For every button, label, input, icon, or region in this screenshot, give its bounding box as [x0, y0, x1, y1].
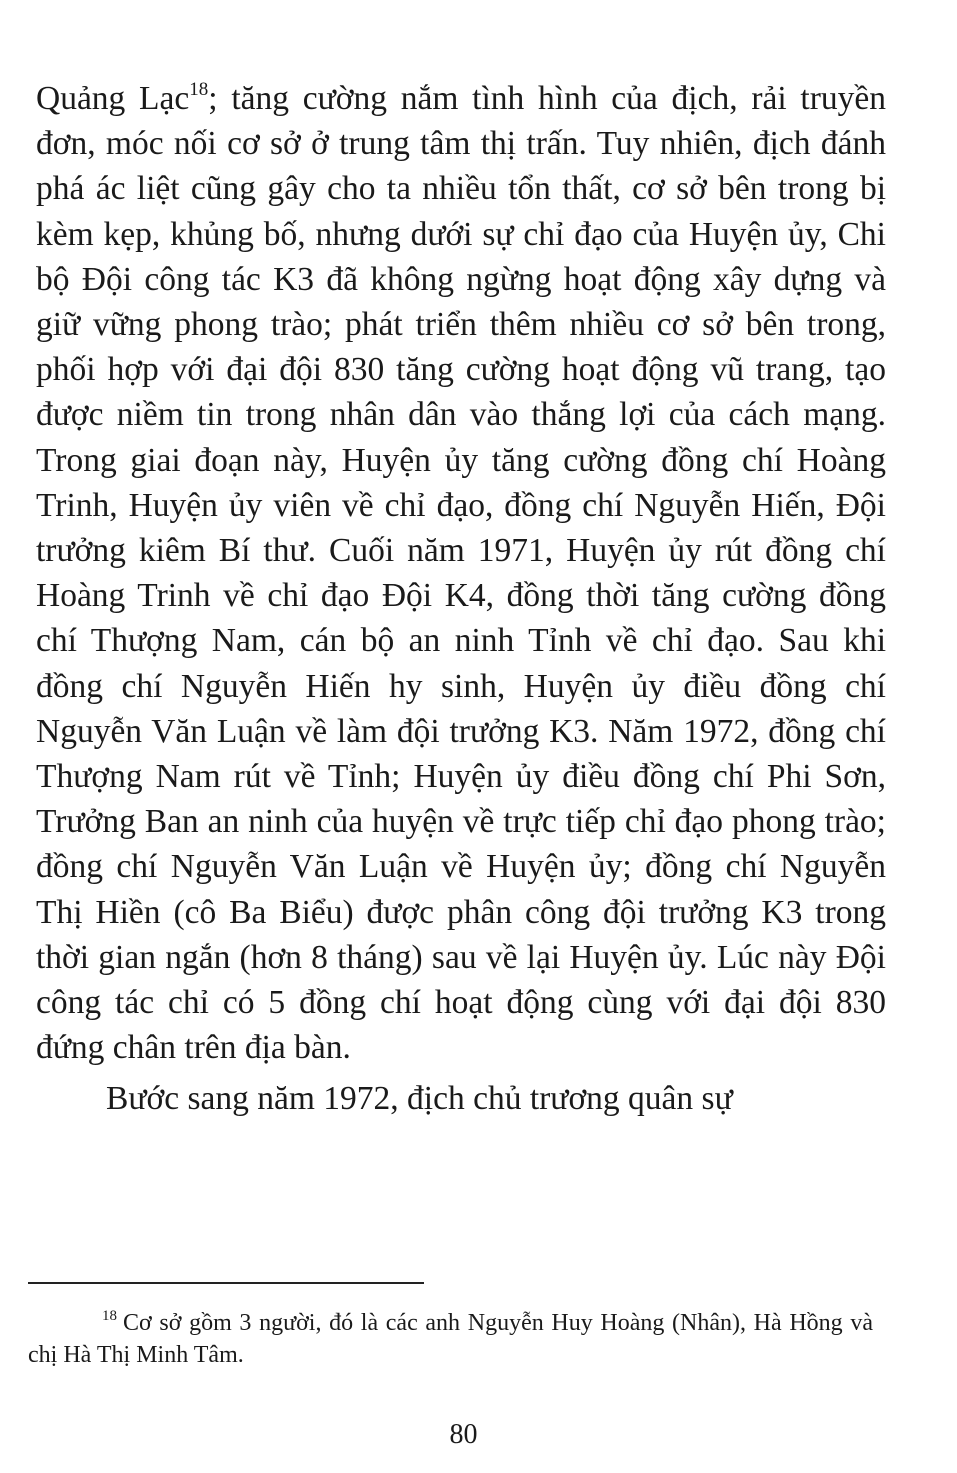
footnote-reference[interactable]: 18: [189, 79, 209, 100]
page-number: [0, 1418, 957, 1452]
footnote-text: Cơ sở gồm 3 người, đó là các anh Nguyễn Huy Hoàng (Nhân), Hà Hồng và chị Hà Thị Minh Tâm.: [28, 1310, 873, 1368]
footnote: [28, 1307, 873, 1371]
footnote-number: 18: [102, 1308, 117, 1324]
paragraph-1: [36, 76, 886, 1070]
paragraph-2: Bước sang năm 1972, địch chủ trương quân sự: [106, 1080, 733, 1118]
main-text: [36, 76, 886, 1122]
paragraph-1-start: Quảng Lạc: [36, 80, 190, 117]
footnote-divider: [28, 1282, 424, 1284]
page-number-label: 80: [449, 1419, 478, 1450]
paragraph-1-rest: ; tăng cường nắm tình hình của địch, rải truyền đơn, móc nối cơ sở ở trung tâm thị trấn. Tuy nhiên, địch đánh phá ác liệt cũng gây cho ta nhiều tổn thất, cơ sở bên trong bị kèm kẹp, khủng bố, nhưng dưới sự chỉ đạo của Huyện ủy, Chi bộ Đội công tác K3 đã không ngừng hoạt động xây dựng và giữ vững phong trào; phát triển thêm nhiều cơ sở bên trong, phối hợp với đại đội 830 tăng cường hoạt động vũ trang, tạo được niềm tin trong nhân dân vào thắng lợi của cách mạng. Trong giai đoạn này, Huyện ủy tăng cường đồng chí Hoàng Trinh, Huyện ủy viên về chỉ đạo, đồng chí Nguyễn Hiến, Đội trưởng kiêm Bí thư. Cuối năm 1971, Huyện ủy rút đồng chí Hoàng Trinh về chỉ đạo Đội K4, đồng thời tăng cường đồng chí Thượng Nam, cán bộ an ninh Tỉnh về chỉ đạo. Sau khi đồng chí Nguyễn Hiến hy sinh, Huyện ủy điều đồng chí Nguyễn Văn Luận về làm đội trưởng K3. Năm 1972, đồng chí Thượng Nam rút về Tỉnh; Huyện ủy điều đồng chí Phi Sơn, Trưởng Ban an ninh của huyện về trực tiếp chỉ đạo phong trào; đồng chí Nguyễn Văn Luận về Huyện ủy; đồng chí Nguyễn Thị Hiền (cô Ba Biểu) được phân công đội trưởng K3 trong thời gian ngắn (hơn 8 tháng) sau về lại Huyện ủy. Lúc này Đội công tác chỉ có 5 đồng chí hoạt động cùng với đại đội 830 đứng chân trên địa bàn.: [36, 80, 886, 1067]
